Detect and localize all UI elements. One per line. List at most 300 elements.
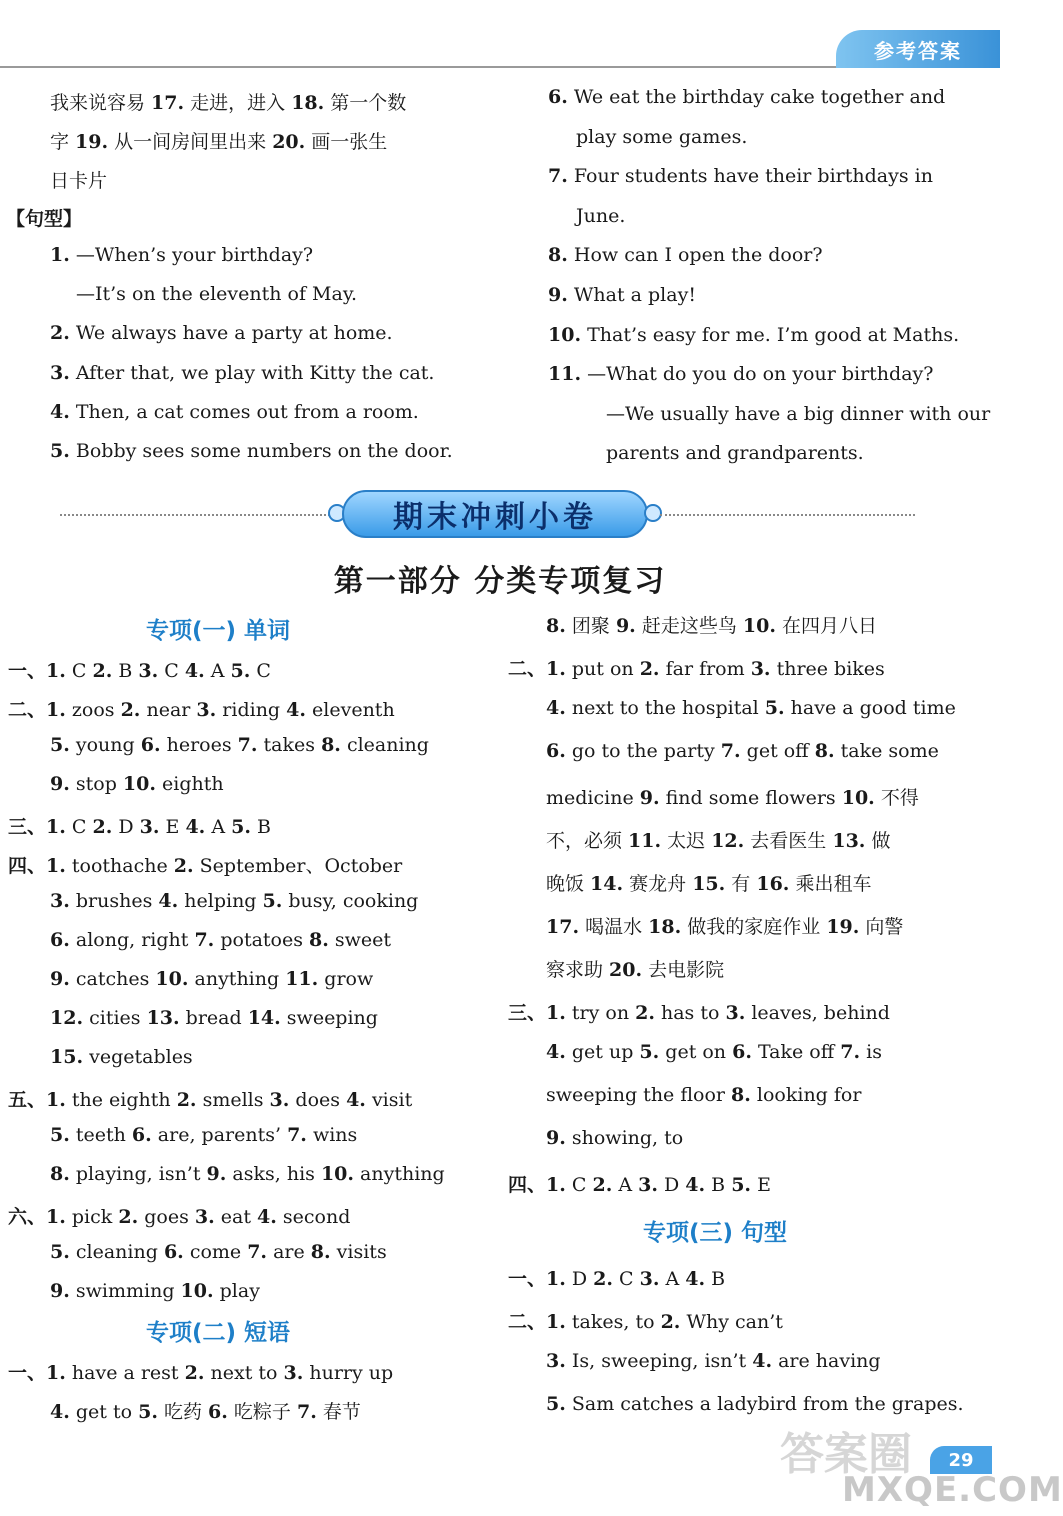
answer-line bbox=[50, 1280, 260, 1302]
item-number: 14. bbox=[247, 1007, 281, 1029]
watermark: MXQE.COM bbox=[842, 1470, 1063, 1510]
item-number: 3. bbox=[194, 1206, 215, 1228]
answer-text: 团聚 bbox=[565, 615, 616, 637]
answer-text: have a rest bbox=[65, 1362, 185, 1384]
answer-text: get up bbox=[565, 1041, 640, 1063]
answer-line bbox=[508, 998, 890, 1025]
answer-line bbox=[8, 1085, 412, 1112]
answer-text: have a good time bbox=[784, 697, 956, 719]
item-number: 3. bbox=[269, 1089, 290, 1111]
item-number: 4. bbox=[184, 660, 205, 682]
answer-line bbox=[546, 1084, 861, 1106]
answer-text: 我来说容易 bbox=[50, 92, 152, 114]
item-number: 3. bbox=[139, 816, 160, 838]
answer-text: 赛龙舟 bbox=[623, 873, 693, 895]
item-number: 15. bbox=[692, 873, 726, 895]
banner-right-dot bbox=[644, 504, 662, 522]
sentence-text: Bobby sees some numbers on the door. bbox=[69, 440, 453, 462]
sentence-text: —What do you do on your birthday? bbox=[581, 363, 934, 386]
answer-text: 走进，进入 bbox=[184, 92, 292, 114]
sentence-text: What a play! bbox=[567, 284, 696, 306]
item-number: 18. bbox=[648, 916, 682, 938]
item-number: 7. bbox=[247, 1241, 268, 1263]
answer-text: A bbox=[205, 816, 232, 838]
item-number: 1. bbox=[46, 1362, 66, 1384]
sentence-text: After that, we play with Kitty the cat. bbox=[69, 361, 435, 384]
sentence-line bbox=[548, 86, 945, 108]
answer-tab: 参考答案 bbox=[836, 30, 1000, 68]
item-number: 1. bbox=[50, 244, 70, 266]
item-number: 5. bbox=[50, 1241, 70, 1263]
answer-line bbox=[546, 955, 724, 982]
answer-text: 察求助 bbox=[546, 959, 610, 981]
item-number: 1. bbox=[546, 1002, 566, 1024]
item-number: 13. bbox=[146, 1007, 180, 1029]
answer-text: play bbox=[213, 1280, 260, 1302]
answer-text: stop bbox=[69, 773, 123, 795]
answer-text: bread bbox=[179, 1007, 248, 1029]
answer-line bbox=[50, 127, 387, 154]
answer-text: 做我的家庭作业 bbox=[681, 916, 827, 938]
section-number: 四、 bbox=[8, 855, 47, 877]
item-number: 1. bbox=[546, 658, 566, 680]
answer-text: get off bbox=[740, 740, 815, 762]
item-number: 10. bbox=[742, 615, 776, 637]
item-number: 13. bbox=[832, 830, 866, 852]
answer-text: C bbox=[250, 660, 271, 682]
answer-line bbox=[546, 1393, 964, 1415]
answer-text: asks, his bbox=[226, 1163, 321, 1185]
answer-text: visit bbox=[365, 1089, 413, 1111]
answer-text: zoos bbox=[65, 699, 121, 721]
header-rule bbox=[0, 66, 840, 68]
subsection-title-sentences: 专项(三) 句型 bbox=[643, 1220, 788, 1246]
answer-line bbox=[508, 1170, 771, 1197]
answer-line bbox=[50, 88, 406, 115]
answer-line bbox=[8, 695, 395, 722]
answer-text: 画一张生 bbox=[305, 131, 388, 153]
answer-text: the eighth bbox=[65, 1089, 177, 1111]
item-number: 7. bbox=[720, 740, 741, 762]
answer-line bbox=[8, 656, 271, 683]
item-number: 5. bbox=[231, 816, 251, 838]
answer-line bbox=[50, 890, 418, 912]
item-number: 2. bbox=[593, 1268, 614, 1290]
answer-text: takes bbox=[257, 734, 322, 756]
item-number: 12. bbox=[50, 1007, 84, 1029]
item-number: 2. bbox=[184, 1362, 205, 1384]
answer-text: medicine bbox=[546, 787, 640, 809]
answer-text: 有 bbox=[725, 873, 757, 895]
sentence-text: We always have a party at home. bbox=[69, 322, 393, 345]
section-number: 一、 bbox=[8, 1362, 47, 1384]
answer-line bbox=[508, 1264, 725, 1291]
item-number: 9. bbox=[50, 773, 70, 795]
item-number: 4. bbox=[158, 890, 179, 912]
item-number: 1. bbox=[46, 855, 66, 877]
item-number: 7. bbox=[548, 165, 568, 188]
item-number: 5. bbox=[50, 440, 70, 462]
item-number: 2. bbox=[173, 855, 194, 877]
section-number: 一、 bbox=[508, 1268, 547, 1290]
item-number: 10. bbox=[841, 787, 875, 809]
answer-text: showing, to bbox=[565, 1127, 684, 1149]
answer-text: A bbox=[204, 660, 231, 682]
item-number: 6. bbox=[732, 1041, 752, 1063]
item-number: 4. bbox=[546, 1041, 566, 1063]
answer-text: next to bbox=[204, 1362, 284, 1384]
answer-text: eighth bbox=[155, 773, 224, 795]
answer-text: A bbox=[612, 1174, 639, 1196]
banner-left-dash bbox=[60, 514, 330, 516]
answer-text: teeth bbox=[69, 1124, 132, 1146]
sentence-text: We eat the birthday cake together and bbox=[567, 86, 946, 108]
subsection-title-words: 专项(一) 单词 bbox=[146, 618, 291, 644]
section-number: 六、 bbox=[8, 1206, 47, 1228]
answer-text: along, right bbox=[69, 929, 195, 951]
item-number: 4. bbox=[546, 697, 566, 719]
answer-text: 去看医生 bbox=[744, 830, 833, 852]
item-number: 9. bbox=[546, 1127, 566, 1149]
answer-text: 太迟 bbox=[661, 830, 712, 852]
item-number: 2. bbox=[92, 816, 113, 838]
item-number: 4. bbox=[185, 816, 206, 838]
item-number: 7. bbox=[287, 1124, 307, 1146]
item-number: 3. bbox=[750, 658, 771, 680]
answer-text: potatoes bbox=[214, 929, 310, 951]
answer-line bbox=[546, 869, 871, 896]
answer-text: C bbox=[565, 1174, 593, 1196]
sentence-line bbox=[50, 401, 419, 423]
item-number: 2. bbox=[176, 1089, 197, 1111]
answer-text: 去电影院 bbox=[642, 959, 725, 981]
answer-text: B bbox=[705, 1174, 732, 1196]
item-number: 20. bbox=[272, 131, 306, 153]
answer-line bbox=[8, 812, 271, 839]
sentence-line bbox=[548, 244, 823, 266]
sentence-text: That’s easy for me. I’m good at Maths. bbox=[581, 323, 960, 346]
item-number: 2. bbox=[120, 699, 141, 721]
answer-text: goes bbox=[138, 1206, 195, 1228]
section-number: 三、 bbox=[8, 816, 47, 838]
answer-text: C bbox=[65, 816, 93, 838]
answer-text: leaves, behind bbox=[745, 1002, 890, 1024]
answer-line bbox=[546, 697, 956, 719]
item-number: 3. bbox=[196, 699, 217, 721]
answer-text: cleaning bbox=[69, 1241, 164, 1263]
answer-text: cleaning bbox=[340, 734, 429, 756]
item-number: 2. bbox=[118, 1206, 139, 1228]
item-number: 1. bbox=[546, 1268, 566, 1290]
answer-line bbox=[50, 929, 391, 951]
answer-text: C bbox=[158, 660, 185, 682]
answer-text: go to the party bbox=[565, 740, 721, 762]
answer-text: heroes bbox=[160, 734, 238, 756]
item-number: 9. bbox=[50, 968, 70, 990]
answer-text: B bbox=[705, 1268, 726, 1290]
item-number: 6. bbox=[208, 1401, 228, 1423]
answer-text: D bbox=[657, 1174, 686, 1196]
item-number: 2. bbox=[635, 1002, 655, 1024]
sentence-line bbox=[548, 363, 933, 385]
answer-line bbox=[546, 912, 903, 939]
item-number: 8. bbox=[309, 929, 329, 951]
answer-text: is bbox=[860, 1041, 882, 1063]
answer-text: vegetables bbox=[83, 1046, 193, 1068]
answer-text: 吃药 bbox=[157, 1401, 209, 1423]
item-number: 11. bbox=[285, 968, 319, 990]
answer-text: visits bbox=[330, 1241, 387, 1263]
answer-line bbox=[8, 851, 402, 878]
section-number: 一、 bbox=[8, 660, 47, 682]
answer-text: anything bbox=[354, 1163, 445, 1185]
answer-text: young bbox=[69, 734, 141, 756]
item-number: 3. bbox=[546, 1350, 566, 1372]
answer-text: 吃粽子 bbox=[227, 1401, 297, 1423]
item-number: 5. bbox=[546, 1393, 566, 1415]
item-number: 19. bbox=[826, 916, 860, 938]
answer-text: sweet bbox=[328, 929, 392, 951]
answer-text: 赶走这些鸟 bbox=[635, 615, 743, 637]
item-number: 3. bbox=[638, 1174, 658, 1196]
answer-line bbox=[546, 1350, 881, 1372]
item-number: 6. bbox=[140, 734, 161, 756]
item-number: 9. bbox=[50, 1280, 70, 1302]
sentence-line bbox=[50, 362, 434, 384]
item-number: 3. bbox=[50, 890, 70, 912]
sentence-line bbox=[548, 165, 933, 187]
answer-text: C bbox=[65, 660, 93, 682]
item-number: 19. bbox=[75, 131, 109, 153]
answer-line bbox=[50, 734, 429, 756]
answer-text: hurry up bbox=[303, 1362, 394, 1384]
sentence-line bbox=[50, 322, 393, 344]
answer-text: next to the hospital bbox=[565, 697, 765, 719]
answer-text: 向警 bbox=[859, 916, 904, 938]
answer-line bbox=[50, 1046, 193, 1068]
answer-text: brushes bbox=[69, 890, 159, 912]
item-number: 9. bbox=[639, 787, 660, 809]
item-number: 3. bbox=[725, 1002, 746, 1024]
item-number: 1. bbox=[46, 699, 66, 721]
answer-text: Take off bbox=[751, 1041, 841, 1063]
answer-text: D bbox=[565, 1268, 594, 1290]
answer-text: 不，必须 bbox=[546, 830, 629, 852]
sentence-text: Then, a cat comes out from a room. bbox=[69, 400, 419, 423]
answer-text: Is, sweeping, isn’t bbox=[565, 1350, 753, 1372]
item-number: 4. bbox=[50, 1401, 70, 1423]
sentence-text: —We usually have a big dinner with our bbox=[606, 402, 991, 425]
answer-text: takes, to bbox=[565, 1311, 661, 1333]
answer-line bbox=[50, 1007, 378, 1029]
answer-line bbox=[8, 1202, 350, 1229]
answer-line bbox=[546, 1041, 882, 1063]
item-number: 8. bbox=[546, 615, 566, 637]
item-number: 8. bbox=[310, 1241, 331, 1263]
answer-text: cities bbox=[83, 1007, 147, 1029]
answer-text: three bikes bbox=[770, 658, 885, 680]
item-number: 10. bbox=[320, 1163, 355, 1185]
item-number: 4. bbox=[685, 1268, 706, 1290]
answer-text: try on bbox=[565, 1002, 636, 1024]
answer-text: swimming bbox=[69, 1280, 181, 1302]
answer-text: looking for bbox=[750, 1084, 862, 1106]
answer-text: 做 bbox=[865, 830, 891, 852]
answer-text: wins bbox=[306, 1124, 358, 1146]
sentence-line bbox=[76, 283, 357, 305]
answer-text: 不得 bbox=[874, 787, 919, 809]
item-number: 1. bbox=[46, 1206, 66, 1228]
item-number: 1. bbox=[546, 1311, 566, 1333]
answer-text: 第一个数 bbox=[324, 92, 407, 114]
answer-text: 晚饭 bbox=[546, 873, 591, 895]
item-number: 1. bbox=[46, 816, 66, 838]
answer-text: E bbox=[159, 816, 186, 838]
answer-line bbox=[50, 1163, 445, 1185]
answer-line bbox=[50, 1124, 357, 1146]
answer-text: 日卡片 bbox=[50, 170, 108, 192]
answer-text: pick bbox=[65, 1206, 119, 1228]
answer-line bbox=[50, 968, 373, 990]
answer-line bbox=[546, 740, 939, 762]
section-banner bbox=[60, 490, 915, 540]
item-number: 17. bbox=[151, 92, 185, 114]
answer-text: 字 bbox=[50, 131, 76, 153]
item-number: 5. bbox=[262, 890, 283, 912]
item-number: 4. bbox=[257, 1206, 277, 1228]
answer-text: 春节 bbox=[316, 1401, 361, 1423]
section-title-sentences: 【句型】 bbox=[6, 208, 83, 230]
section-number: 二、 bbox=[8, 699, 47, 721]
answer-text: sweeping bbox=[280, 1007, 378, 1029]
item-number: 7. bbox=[237, 734, 258, 756]
item-number: 6. bbox=[131, 1124, 152, 1146]
section-number: 五、 bbox=[8, 1089, 47, 1111]
item-number: 8. bbox=[321, 734, 341, 756]
item-number: 7. bbox=[296, 1401, 317, 1423]
answer-line bbox=[508, 654, 885, 681]
sentence-line bbox=[576, 205, 625, 227]
answer-text: E bbox=[751, 1174, 771, 1196]
item-number: 5. bbox=[138, 1401, 158, 1423]
answer-text: 乘出租车 bbox=[789, 873, 872, 895]
answer-text: helping bbox=[178, 890, 263, 912]
banner-right-dash bbox=[660, 514, 915, 516]
item-number: 3. bbox=[283, 1362, 304, 1384]
sentence-line bbox=[606, 403, 990, 425]
answer-text: grow bbox=[318, 968, 374, 990]
section-number: 三、 bbox=[508, 1002, 547, 1024]
answer-text: near bbox=[140, 699, 197, 721]
item-number: 10. bbox=[122, 773, 156, 795]
item-number: 9. bbox=[548, 284, 568, 306]
item-number: 7. bbox=[840, 1041, 861, 1063]
answer-text: take some bbox=[834, 740, 939, 762]
item-number: 4. bbox=[50, 400, 70, 423]
item-number: 2. bbox=[592, 1174, 613, 1196]
answer-text: Why can’t bbox=[680, 1311, 783, 1333]
sentence-line bbox=[606, 442, 864, 464]
item-number: 5. bbox=[639, 1041, 660, 1063]
section-number: 四、 bbox=[508, 1174, 547, 1196]
sentence-text: Four students have their birthdays in bbox=[567, 165, 933, 188]
item-number: 11. bbox=[548, 363, 582, 386]
sentence-text: June. bbox=[576, 204, 626, 227]
item-number: 8. bbox=[731, 1084, 751, 1106]
item-number: 11. bbox=[628, 830, 662, 852]
answer-text: does bbox=[289, 1089, 347, 1111]
item-number: 16. bbox=[756, 873, 790, 895]
answer-text: sweeping the floor bbox=[546, 1084, 732, 1106]
sentence-text: parents and grandparents. bbox=[606, 442, 864, 465]
answer-text: second bbox=[276, 1206, 351, 1228]
item-number: 8. bbox=[814, 740, 835, 762]
answer-text: come bbox=[183, 1241, 248, 1263]
banner-title: 期末冲刺小卷 bbox=[342, 490, 648, 538]
item-number: 4. bbox=[346, 1089, 366, 1111]
item-number: 6. bbox=[546, 740, 566, 762]
answer-line bbox=[50, 166, 107, 193]
item-number: 5. bbox=[764, 697, 785, 719]
answer-text: toothache bbox=[65, 855, 174, 877]
sentence-line bbox=[50, 440, 453, 462]
item-number: 12. bbox=[711, 830, 745, 852]
sentence-text: —When’s your birthday? bbox=[69, 244, 314, 266]
answer-text: B bbox=[250, 816, 271, 838]
answer-text: 喝温水 bbox=[579, 916, 649, 938]
answer-text: A bbox=[659, 1268, 686, 1290]
answer-text: eat bbox=[214, 1206, 258, 1228]
item-number: 5. bbox=[731, 1174, 752, 1196]
answer-text: busy, cooking bbox=[282, 890, 419, 912]
answer-line bbox=[50, 773, 224, 795]
answer-text: far from bbox=[659, 658, 751, 680]
watermark-logo: 答案圈 bbox=[780, 1429, 912, 1480]
item-number: 10. bbox=[155, 968, 189, 990]
sentence-line bbox=[548, 284, 696, 306]
sentence-text: How can I open the door? bbox=[567, 244, 823, 267]
item-number: 15. bbox=[50, 1046, 84, 1068]
part-title: 第一部分 分类专项复习 bbox=[333, 564, 667, 599]
item-number: 5. bbox=[50, 1124, 70, 1146]
item-number: 4. bbox=[752, 1350, 773, 1372]
subsection-title-phrases: 专项(二) 短语 bbox=[146, 1320, 291, 1346]
item-number: 10. bbox=[548, 323, 582, 346]
item-number: 18. bbox=[291, 92, 325, 114]
answer-text: are having bbox=[772, 1350, 881, 1372]
item-number: 9. bbox=[615, 615, 636, 637]
item-number: 2. bbox=[50, 322, 70, 345]
item-number: 3. bbox=[138, 660, 159, 682]
item-number: 2. bbox=[639, 658, 660, 680]
item-number: 5. bbox=[50, 734, 70, 756]
sentence-line bbox=[50, 244, 313, 266]
item-number: 2. bbox=[660, 1311, 681, 1333]
item-number: 17. bbox=[546, 916, 580, 938]
answer-text: Sam catches a ladybird from the grapes. bbox=[565, 1393, 964, 1415]
answer-text: eleventh bbox=[305, 699, 395, 721]
item-number: 3. bbox=[639, 1268, 660, 1290]
answer-text: September、October bbox=[193, 855, 403, 877]
answer-text: anything bbox=[188, 968, 286, 990]
answer-text: get on bbox=[659, 1041, 733, 1063]
item-number: 8. bbox=[548, 244, 568, 267]
item-number: 6. bbox=[163, 1241, 184, 1263]
page-number: 29 bbox=[930, 1446, 992, 1474]
item-number: 3. bbox=[50, 361, 70, 384]
item-number: 1. bbox=[546, 1174, 566, 1196]
sentence-line bbox=[576, 126, 747, 148]
